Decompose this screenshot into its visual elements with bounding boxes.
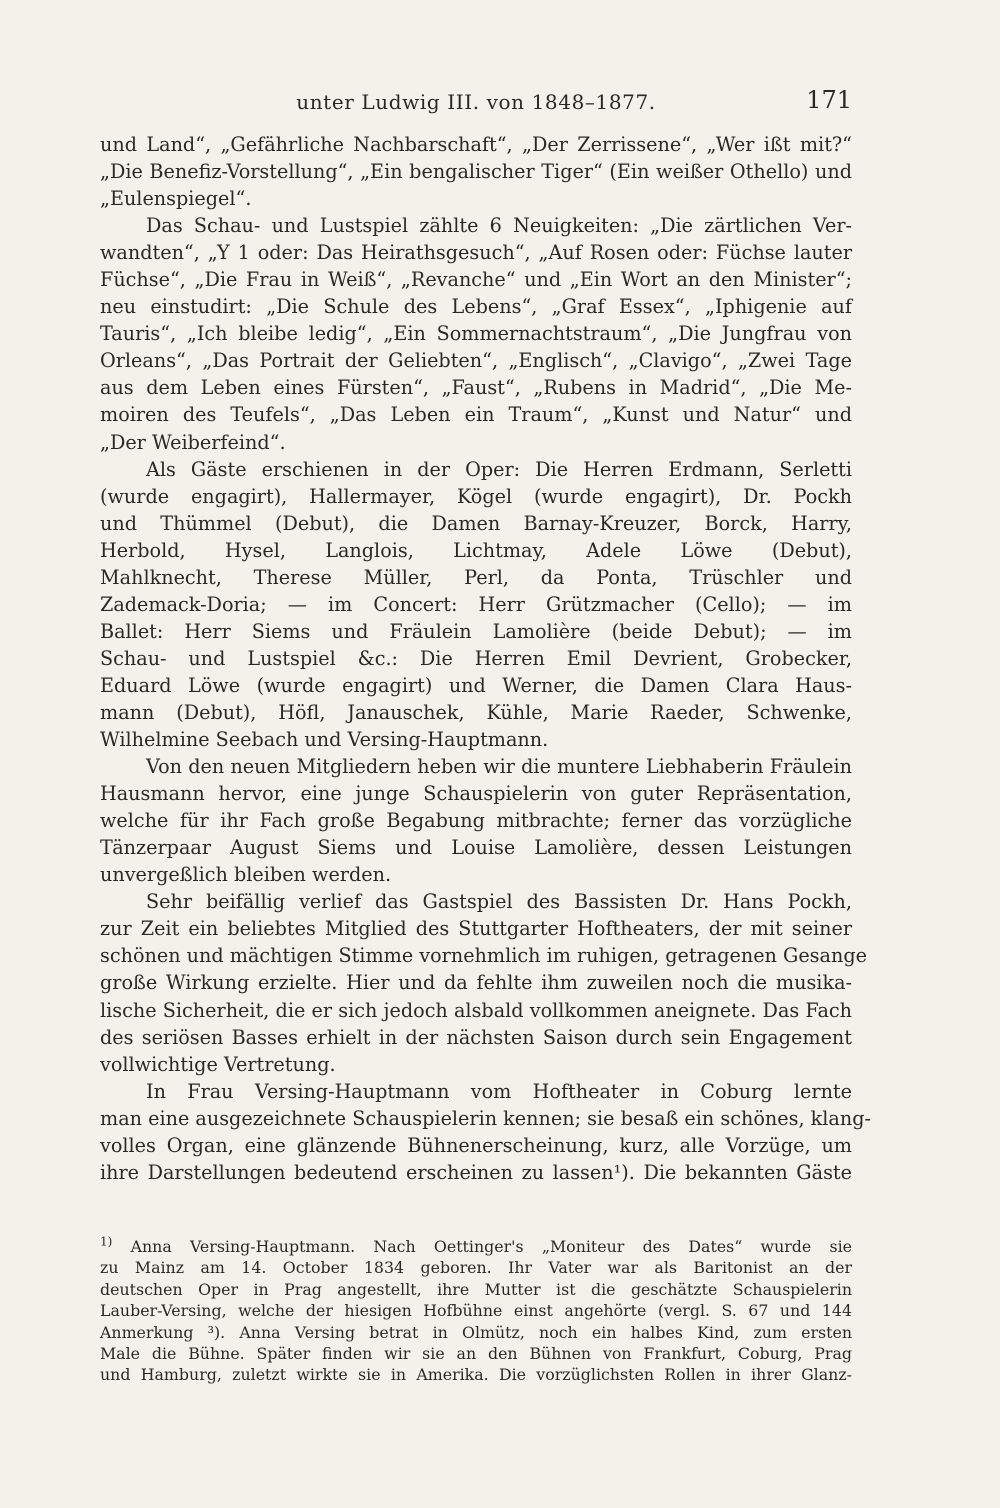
running-head: unter Ludwig III. von 1848–1877. [296,90,656,114]
body-line: unvergeßlich bleiben werden. [100,863,392,887]
body-line: Wilhelmine Seebach und Versing-Hauptmann. [100,728,549,752]
body-line: „Die Benefiz-Vorstellung“, „Ein bengalischer Tiger“ (Ein weißer Othello) und [100,160,852,184]
body-line: Von den neuen Mitgliedern heben wir die muntere Liebhaberin Fräulein [146,755,852,779]
footnote-line: zu Mainz am 14. October 1834 geboren. Ihr Vater war als Baritonist an der [100,1258,852,1278]
body-line: Hausmann hervor, eine junge Schauspielerin von guter Repräsentation, [100,782,852,806]
body-line: „Der Weiberfeind“. [100,430,286,454]
body-line: Orleans“, „Das Portrait der Geliebten“, „Englisch“, „Clavigo“, „Zwei Tage [100,349,852,373]
body-line: In Frau Versing-Hauptmann vom Hoftheater in Coburg lernte [146,1079,852,1103]
body-line: wandten“, „Y 1 oder: Das Heirathsgesuch“, „Auf Rosen oder: Füchse lauter [100,241,852,265]
body-line: Als Gäste erschienen in der Oper: Die Herren Erdmann, Serletti [146,457,852,481]
body-line: große Wirkung erzielte. Hier und da fehlte ihm zuweilen noch die musika- [100,971,852,995]
body-line: man eine ausgezeichnete Schauspielerin kennen; sie besaß ein schönes, klang- [100,1106,871,1130]
body-line: Schau- und Lustspiel &c.: Die Herren Emil Devrient, Grobecker, [100,646,852,670]
body-line: moiren des Teufels“, „Das Leben ein Traum“, „Kunst und Natur“ und [100,403,852,427]
body-line: welche für ihr Fach große Begabung mitbrachte; ferner das vorzügliche [100,809,852,833]
footnote-text: Anna Versing-Hauptmann. Nach Oettinger's „Moniteur des Dates“ wurde sie [130,1237,852,1256]
body-line: volles Organ, eine glänzende Bühnenerscheinung, kurz, alle Vorzüge, um [100,1133,852,1157]
body-line: vollwichtige Vertretung. [100,1052,336,1076]
footnote [100,1236,852,1386]
body-line: Herbold, Hysel, Langlois, Lichtmay, Adele Löwe (Debut), [100,538,852,562]
footnote-line: deutschen Oper in Prag angestellt, ihre Mutter ist die geschätzte Schauspielerin [100,1279,852,1299]
body-line: aus dem Leben eines Fürsten“, „Faust“, „Rubens in Madrid“, „Die Me- [100,376,852,400]
body-line: mann (Debut), Höfl, Janauschek, Kühle, Marie Raeder, Schwenke, [100,700,852,724]
page-header [100,86,852,120]
body-line: des seriösen Basses erhielt in der nächsten Saison durch sein Engagement [100,1025,852,1049]
body-line: Sehr beifällig verlief das Gastspiel des Bassisten Dr. Hans Pockh, [146,890,852,914]
body-line: und Land“, „Gefährliche Nachbarschaft“, „Der Zerrissene“, „Wer ißt mit?“ [100,133,852,156]
body-line: Zademack-Doria; — im Concert: Herr Grützmacher (Cello); — im [100,592,852,616]
body-text [100,131,871,1186]
footnote-line: Anmerkung ³). Anna Versing betrat in Olmütz, noch ein halbes Kind, zum ersten [100,1322,852,1342]
footnote-line: und Hamburg, zuletzt wirkte sie in Amerika. Die vorzüglichsten Rollen in ihrer Glanz- [100,1365,852,1385]
body-line: neu einstudirt: „Die Schule des Lebens“, „Graf Essex“, „Iphigenie auf [100,295,852,319]
body-line: Ballet: Herr Siems und Fräulein Lamolière (beide Debut); — im [100,619,852,643]
footnote-marker: 1) [100,1234,113,1249]
footnote-line: Lauber-Versing, welche der hiesigen Hofbühne einst angehörte (vergl. S. 67 und 144 [100,1301,852,1321]
body-line: Mahlknecht, Therese Müller, Perl, da Ponta, Trüschler und [100,565,852,589]
page-number: 171 [806,86,852,114]
footnote-line [100,1236,852,1257]
body-line: lische Sicherheit, die er sich jedoch alsbald vollkommen aneignete. Das Fach [100,998,852,1022]
body-line: Eduard Löwe (wurde engagirt) und Werner, die Damen Clara Haus- [100,673,852,697]
body-line: und Thümmel (Debut), die Damen Barnay-Kreuzer, Borck, Harry, [100,511,852,535]
body-line: Das Schau- und Lustspiel zählte 6 Neuigkeiten: „Die zärtlichen Ver- [146,214,852,238]
body-line: Tauris“, „Ich bleibe ledig“, „Ein Sommernachtstraum“, „Die Jungfrau von [100,322,852,346]
footnote-line: Male die Bühne. Später finden wir sie an den Bühnen von Frankfurt, Coburg, Prag [100,1344,852,1364]
body-line: schönen und mächtigen Stimme vornehmlich im ruhigen, getragenen Gesange [100,944,867,968]
body-line: Füchse“, „Die Frau in Weiß“, „Revanche“ und „Ein Wort an den Minister“; [100,268,852,292]
body-line: zur Zeit ein beliebtes Mitglied des Stuttgarter Hoftheaters, der mit seiner [100,917,852,941]
body-line: Tänzerpaar August Siems und Louise Lamolière, dessen Leistungen [100,836,852,860]
body-line: (wurde engagirt), Hallermayer, Kögel (wurde engagirt), Dr. Pockh [100,484,852,508]
body-line: ihre Darstellungen bedeutend erscheinen zu lassen¹). Die bekannten Gäste [100,1160,852,1184]
body-line: „Eulenspiegel“. [100,187,252,211]
